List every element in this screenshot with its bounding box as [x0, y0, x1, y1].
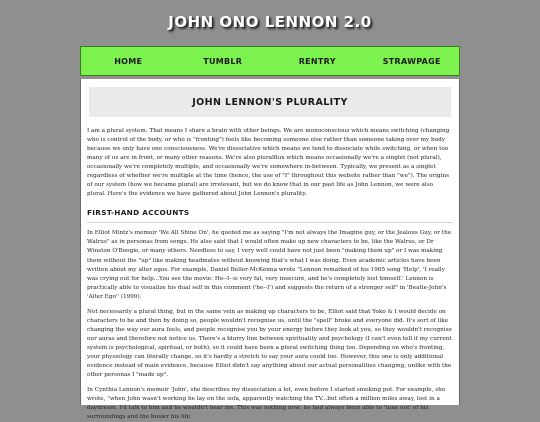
paragraph-mintz-memoir: In Elliot Mintz's memoir 'We All Shine On', he quoted me as saying "I'm not always the Imagine guy, or the Jealous Guy, or the Walrus" as in personas from songs. He also said that I would often make up new characters to be, like the Walrus, or Dr Winston O'Boogie, or many others. Needless to say, I very well could have not just been "making them up" or I was making them without the "up" like making headmates without knowing that's what I was doing. Even academic articles have been written about my alter egos. For example, Daniel Beller-McKenna wrote "Lennon remarked of his 1965 song 'Help', 'I really was crying out for help...You see the movie: He--I--is very fat, very insecure, and he's completely lost himself.' Lennon is practically able to visualize his dual self in this comment ('he--I') and suggests the return of a stronger self" in 'Beatle-John's 'Alter Ego'' (1999). — [87, 230, 452, 300]
site-title: JOHN ONO LENNON 2.0 — [168, 13, 372, 31]
nav-tumblr-link[interactable]: TUMBLR — [203, 56, 243, 66]
section-heading: FIRST-HAND ACCOUNTS — [87, 208, 453, 223]
paragraph-cynthia-memoir: In Cynthia Lennon's memoir 'John', she describes my dissociation a lot, even before I started smoking pot. For example, she wrote, "when John wasn't working he lay on the sofa, apparently watching the TV...but often a million miles away, lost in a daydream. I'd talk to him and he wouldn't hear me. This was nothing new: he had always been able to 'tune out' of his surroundings and the busier his life — [87, 387, 446, 421]
page-title: JOHN LENNON'S PLURALITY — [192, 96, 348, 108]
content-panel — [80, 79, 460, 421]
paragraph-characters: Not necessarily a plural thing, but in the same vein as making up characters to be, Elliot said that Yoko & I would decide on characters to be and then by doing so, people wouldn't recognise us, until the "spell" broke and everyone did. It's sort of like changing the way our aura feels, and people recognise you by your energy before they look at you, so they wouldn't recognise our auras and therefore not notice us. There's a blurry line between spirituality and psychology (I can't even tell if my current system is psychological, spiritual, or both), so it could have been a plural switching thing too. Depending on who's fronting, your physiology can literally change, so it's hardly a stretch to say your aura could too. However, this one is only additional evidence instead of main evidence, because Elliot didn't say anything about our actual personalities changing, unlike with the other personas I "made up". — [87, 308, 452, 379]
nav-rentry-link[interactable]: RENTRY — [298, 56, 336, 66]
nav-home-link[interactable]: HOME — [114, 56, 143, 66]
main-nav — [80, 46, 460, 76]
nav-strawpage-link[interactable]: STRAWPAGE — [382, 56, 441, 66]
intro-paragraph: I am a plural system. That means I share a brain with other beings. We are monoconscious which means switching (changing who is control of the body, or who is "fronting") feels like becoming someone else rather than someone taking over my body because we only have one consciousness. We're dissociative which means we tend to dissociate while switching, or when too many of us are in front, or many other reasons. We're also pluralflux which means occasionally we're a singlet (not plural), occasionally we're completely multiple, and occasionally we're somewhere in-between. Typically, we present as a singlet regardless of whether we're multiple at the time (hence, the use of "I" throughout this website rather than "we"). The origins of our system (how we became plural) are irrelevant, but we do know that in our past life as John Lennon, we were also plural. Here's the evidence we have gathered about John Lennon's plurality. — [87, 128, 450, 198]
article-body — [81, 117, 459, 422]
page-heading-bar — [89, 87, 451, 117]
